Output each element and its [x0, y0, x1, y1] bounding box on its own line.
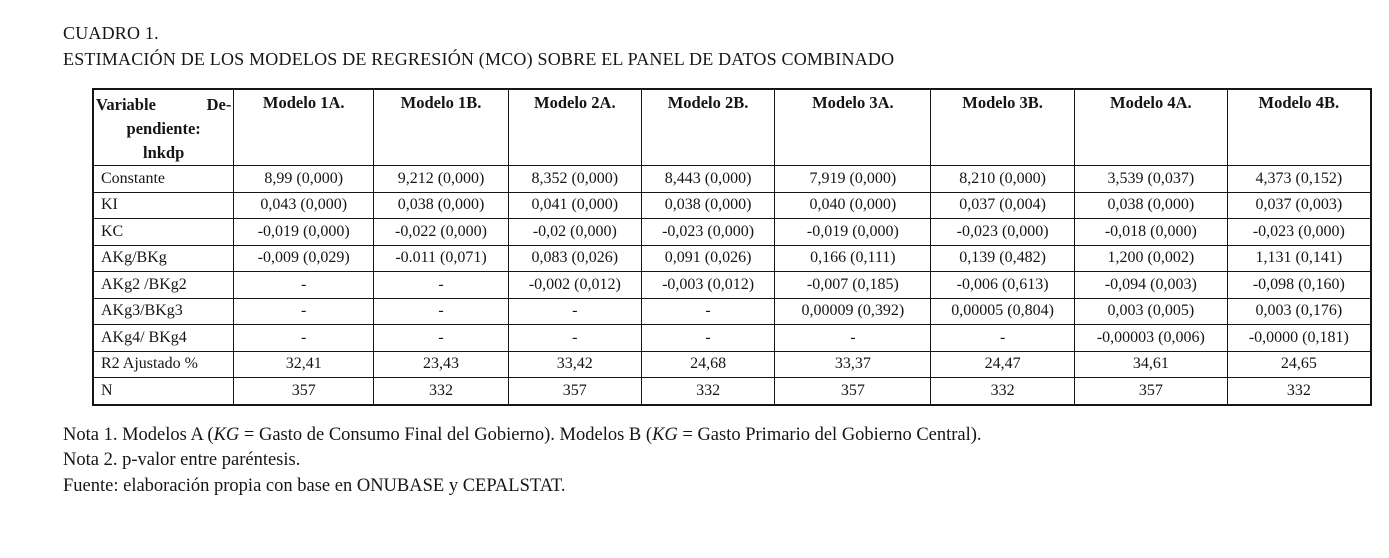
dependent-variable-header — [93, 89, 234, 166]
regression-results-table — [92, 88, 1372, 406]
cell: 0,038 (0,000) — [641, 192, 775, 219]
cell: 332 — [374, 378, 509, 405]
cell: - — [374, 298, 509, 325]
kg-variable: KG — [652, 424, 678, 445]
table-row-ki — [93, 192, 1371, 219]
cell: -0,002 (0,012) — [508, 272, 641, 299]
cell: 8,443 (0,000) — [641, 166, 775, 193]
cell: 0,00009 (0,392) — [775, 298, 931, 325]
cell: -0,018 (0,000) — [1074, 219, 1227, 246]
table-row-akg4-bkg4 — [93, 325, 1371, 352]
table-row-r2-ajustado — [93, 351, 1371, 378]
cell: 3,539 (0,037) — [1074, 166, 1227, 193]
cell: 357 — [508, 378, 641, 405]
row-label: AKg/BKg — [93, 245, 234, 272]
cell: 33,37 — [775, 351, 931, 378]
kg-variable: KG — [213, 424, 240, 445]
cell: 24,68 — [641, 351, 775, 378]
cell: - — [374, 325, 509, 352]
cell: 0,00005 (0,804) — [931, 298, 1075, 325]
cell: 7,919 (0,000) — [775, 166, 931, 193]
cell: 0,083 (0,026) — [508, 245, 641, 272]
row-label: Constante — [93, 166, 234, 193]
dependent-variable-line3: lnkdp — [143, 143, 185, 162]
cell: -0,019 (0,000) — [775, 219, 931, 246]
cell: - — [234, 325, 374, 352]
column-header-modelo-4b: Modelo 4B. — [1227, 89, 1371, 166]
row-label: AKg3/BKg3 — [93, 298, 234, 325]
row-label: KC — [93, 219, 234, 246]
cell: 0,038 (0,000) — [1074, 192, 1227, 219]
table-row-n — [93, 378, 1371, 405]
column-header-modelo-2a: Modelo 2A. — [508, 89, 641, 166]
column-header-modelo-1a: Modelo 1A. — [234, 89, 374, 166]
cell: - — [775, 325, 931, 352]
row-label: R2 Ajustado % — [93, 351, 234, 378]
table-title-block — [63, 20, 1389, 72]
column-header-modelo-3b: Modelo 3B. — [931, 89, 1075, 166]
cell: - — [641, 325, 775, 352]
cell: 0,166 (0,111) — [775, 245, 931, 272]
cell: 357 — [234, 378, 374, 405]
cell: -0,02 (0,000) — [508, 219, 641, 246]
table-row-akg3-bkg3 — [93, 298, 1371, 325]
cell: 33,42 — [508, 351, 641, 378]
source-note: Fuente: elaboración propia con base en ONUBASE y CEPALSTAT. — [63, 475, 566, 496]
column-header-modelo-2b: Modelo 2B. — [641, 89, 775, 166]
cell: -0,00003 (0,006) — [1074, 325, 1227, 352]
cell: -0,022 (0,000) — [374, 219, 509, 246]
cell: - — [234, 298, 374, 325]
cell: -0,0000 (0,181) — [1227, 325, 1371, 352]
dependent-variable-line2: pendiente: — [126, 119, 201, 138]
cell: 23,43 — [374, 351, 509, 378]
cell: 0,003 (0,176) — [1227, 298, 1371, 325]
cell: 332 — [1227, 378, 1371, 405]
cell: 0,043 (0,000) — [234, 192, 374, 219]
cell: 24,47 — [931, 351, 1075, 378]
table-main-title: ESTIMACIÓN DE LOS MODELOS DE REGRESIÓN (MCO) SOBRE EL PANEL DE DATOS COMBINADO — [63, 49, 895, 69]
row-label: KI — [93, 192, 234, 219]
cell: 0,091 (0,026) — [641, 245, 775, 272]
cell: 32,41 — [234, 351, 374, 378]
row-label: AKg4/ BKg4 — [93, 325, 234, 352]
cell: 332 — [931, 378, 1075, 405]
note-2: Nota 2. p-valor entre paréntesis. — [63, 450, 301, 470]
cell: -0,094 (0,003) — [1074, 272, 1227, 299]
cell: 0,139 (0,482) — [931, 245, 1075, 272]
cell: -0,007 (0,185) — [775, 272, 931, 299]
cell: 8,352 (0,000) — [508, 166, 641, 193]
table-row-akg-bkg — [93, 245, 1371, 272]
table-number-title: CUADRO 1. — [63, 23, 159, 43]
header-row — [93, 89, 1371, 166]
column-header-modelo-3a: Modelo 3A. — [775, 89, 931, 166]
cell: 24,65 — [1227, 351, 1371, 378]
cell: 4,373 (0,152) — [1227, 166, 1371, 193]
cell: -0,019 (0,000) — [234, 219, 374, 246]
cell: 332 — [641, 378, 775, 405]
column-header-modelo-1b: Modelo 1B. — [374, 89, 509, 166]
cell: - — [508, 298, 641, 325]
cell: 357 — [775, 378, 931, 405]
cell: -0,023 (0,000) — [1227, 219, 1371, 246]
cell: 0,037 (0,003) — [1227, 192, 1371, 219]
cell: -0.011 (0,071) — [374, 245, 509, 272]
row-label: N — [93, 378, 234, 405]
cell: 0,037 (0,004) — [931, 192, 1075, 219]
table-row-constante — [93, 166, 1371, 193]
cell: 8,210 (0,000) — [931, 166, 1075, 193]
cell: 357 — [1074, 378, 1227, 405]
note-1: Nota 1. Modelos A (KG = Gasto de Consumo Final del Gobierno). Modelos B (KG = Gasto Primario del Gobierno Central). — [63, 424, 982, 445]
cell: -0,003 (0,012) — [641, 272, 775, 299]
cell: -0,009 (0,029) — [234, 245, 374, 272]
cell: 1,131 (0,141) — [1227, 245, 1371, 272]
cell: 34,61 — [1074, 351, 1227, 378]
cell: - — [931, 325, 1075, 352]
cell: 0,041 (0,000) — [508, 192, 641, 219]
table-row-akg2-bkg2 — [93, 272, 1371, 299]
cell: -0,006 (0,613) — [931, 272, 1075, 299]
table-row-kc — [93, 219, 1371, 246]
cell: -0,098 (0,160) — [1227, 272, 1371, 299]
cell: - — [374, 272, 509, 299]
cell: 8,99 (0,000) — [234, 166, 374, 193]
cell: 9,212 (0,000) — [374, 166, 509, 193]
cell: 1,200 (0,002) — [1074, 245, 1227, 272]
dependent-variable-line1: Variable De- — [96, 95, 232, 114]
cell: 0,038 (0,000) — [374, 192, 509, 219]
row-label: AKg2 /BKg2 — [93, 272, 234, 299]
cell: - — [641, 298, 775, 325]
column-header-modelo-4a: Modelo 4A. — [1074, 89, 1227, 166]
table-notes — [63, 423, 1389, 500]
cell: - — [508, 325, 641, 352]
cell: 0,003 (0,005) — [1074, 298, 1227, 325]
cell: -0,023 (0,000) — [641, 219, 775, 246]
cell: -0,023 (0,000) — [931, 219, 1075, 246]
cell: - — [234, 272, 374, 299]
cell: 0,040 (0,000) — [775, 192, 931, 219]
